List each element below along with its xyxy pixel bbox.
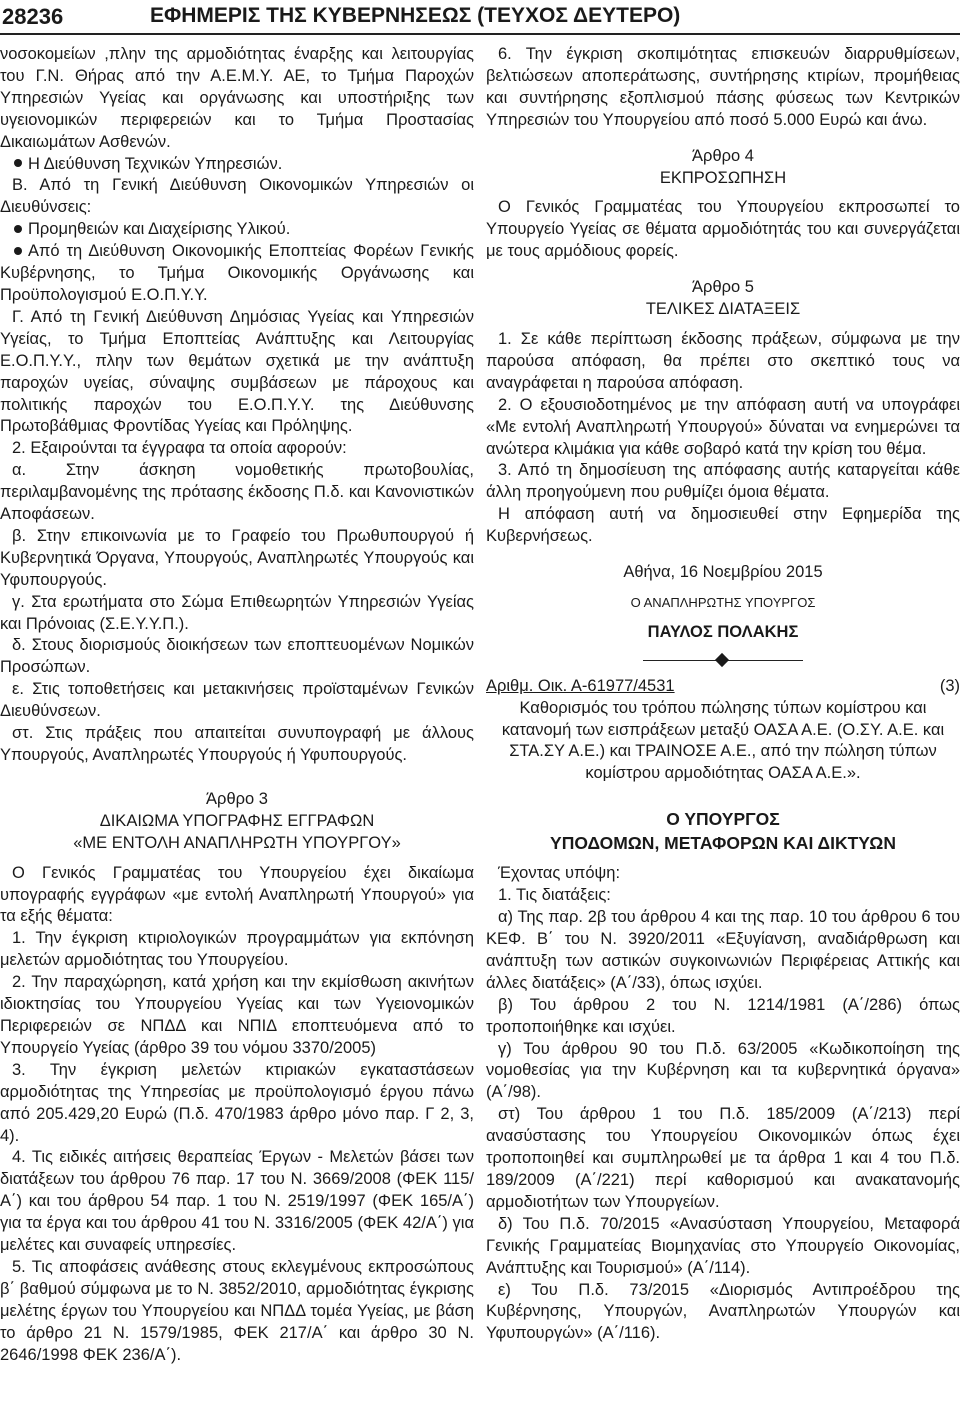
decision-reference: Αριθμ. Οικ. Α-61977/4531 bbox=[486, 676, 675, 695]
provision-c: γ) Του άρθρου 90 του Π.δ. 63/2005 «Κωδικοποίηση της νομοθεσίας για την Κυβέρνηση και τα κυβερνητικά όργανα» (Α΄/98). bbox=[486, 1039, 960, 1102]
article-5-heading: ΤΕΛΙΚΕΣ ΔΙΑΤΑΞΕΙΣ bbox=[645, 300, 801, 319]
article-3-item-2: 2. Την παραχώρηση, κατά χρήση και την εκμίσθωση ακινήτων ιδιοκτησίας του Υπουργείου Υγείας και των Υγειονομικών Περιφερειών σε ΝΠΔΔ και ΝΠΙΔ εποπτευόμενα από το Υπουργείο Υγείας (άρθρο 39 του νόμου 3370/2005) bbox=[0, 973, 474, 1057]
section-c: Γ. Από τη Γενική Διεύθυνση Δημόσιας Υγείας και Υπηρεσιών Υγείας, το Τμήμα Εποπτείας Ανάπτυξης και Λειτουργίας Ε.Ο.Π.Υ.Υ., πλην των θεμάτων σχετικά με την ανάπτυξη παροχών υγείας, σύναψης συμβάσεων με πάροχους και πολιτικής παροχών του Ε.Ο.Π.Υ.Υ. της Διεύθυνσης Πρωτοβάθμιας Φροντίδας Υγείας και Πρόληψης. bbox=[0, 307, 474, 436]
item-c: γ. Στα ερωτήματα στο Σώμα Επιθεωρητών Υπηρεσιών Υγείας και Πρόνοιας (Σ.Ε.Υ.Υ.Π.). bbox=[0, 592, 474, 633]
having-regard: Έχοντας υπόψη: bbox=[498, 864, 621, 883]
article-5-item-2: 2. Ο εξουσιοδοτημένος με την απόφαση αυτή να υπογράφει «Με εντολή Αναπληρωτή Υπουργού» δύναται να ενημερώνει τα ανώτερα κλιμάκια για κάθε σοβαρό κατά την κρίση του θέμα. bbox=[486, 395, 960, 458]
diamond-ornament-icon bbox=[715, 653, 729, 667]
article-5-title: Άρθρο 5 bbox=[692, 278, 754, 297]
article-3-paragraph: Ο Γενικός Γραμματέας του Υπουργείου έχει δικαίωμα υπογραφής εγγράφων «με εντολή Αναπληρωτή Υπουργού» για τα εξής θέματα: bbox=[0, 863, 474, 926]
signatory-role: Ο ΑΝΑΠΛΗΡΩΤΗΣ ΥΠΟΥΡΓΟΣ bbox=[630, 594, 816, 610]
provision-st: στ) Του άρθρου 1 του Π.δ. 185/2009 (Α΄/213) περί ανασύστασης του Υπουργείου Οικονομικών όπως έχει τροποποιηθεί και συμπληρωθεί με τα άρθρα 1 και 4 του Π.δ. 189/2009 (Α΄/221) περί καθορισμού και ανακατανομής αρμοδιοτήτων των Υπουργείων. bbox=[486, 1105, 960, 1211]
section-separator bbox=[486, 652, 960, 670]
decision-number: (3) bbox=[939, 676, 960, 695]
article-4-heading: ΕΚΠΡΟΣΩΠΗΣΗ bbox=[659, 168, 787, 187]
publication-order: Η απόφαση αυτή να δημοσιευθεί στην Εφημερίδα της Κυβερνήσεως. bbox=[486, 505, 960, 546]
item-d: δ. Στους διορισμούς διοικήσεων των εποπτευομένων Νομικών Προσώπων. bbox=[0, 636, 474, 677]
provisions-heading: 1. Τις διατάξεις: bbox=[498, 886, 611, 905]
provision-d: δ) Του Π.δ. 70/2015 «Ανασύσταση Υπουργείου, Μεταφορά Γενικής Γραμματείας Βιομηχανίας στο Υπουργείο Οικονομίας, Ανάπτυξης και Τουρισμού» (Α΄/114). bbox=[486, 1214, 960, 1277]
article-3-subheading: «ΜΕ ΕΝΤΟΛΗ ΑΝΑΠΛΗΡΩΤΗ ΥΠΟΥΡΓΟΥ» bbox=[73, 833, 401, 852]
signing-date: Αθήνα, 16 Νοεμβρίου 2015 bbox=[623, 563, 823, 582]
article-3-item-1: 1. Την έγκριση κτιριολογικών προγραμμάτων για εκπόνηση μελετών αρμοδιότητας του Υπουργείου. bbox=[0, 929, 474, 970]
article-3-heading: ΔΙΚΑΙΩΜΑ ΥΠΟΓΡΑΦΗΣ ΕΓΓΡΑΦΩΝ bbox=[99, 811, 375, 830]
left-column bbox=[0, 44, 474, 1366]
provision-b: β) Του άρθρου 2 του Ν. 1214/1981 (Α΄/286) όπως τροποποιήθηκε και ισχύει. bbox=[486, 995, 960, 1036]
provision-a: α) Της παρ. 2β του άρθρου 4 και της παρ. 10 του άρθρου 6 του ΚΕΦ. Β΄ του Ν. 3920/2011 «Εξυγίανση, αναδιάρθρωση και ανάπτυξη των αστικών συγκοινωνιών Περιφέρειας Αττικής και άλλες διατάξεις» (Α΄/33), όπως ισχύει. bbox=[486, 908, 960, 992]
article-3-item-4: 4. Τις ειδικές αιτήσεις θεραπείας Έργων - Μελετών βάσει των διατάξεων του άρθρου 76 παρ. 17 του Ν. 3669/2008 (ΦΕΚ 115/Α΄) και του άρθρου 54 παρ. 1 του Ν. 2519/1997 (ΦΕΚ 165/Α΄) για τα έργα και του άρθρου 41 του Ν. 3316/2005 (ΦΕΚ 42/Α΄) για μελέτες και συναφείς υπηρεσίες. bbox=[0, 1148, 474, 1255]
article-3-item-5: 5. Τις αποφάσεις ανάθεσης στους εκλεγμένους εκπροσώπους β΄ βαθμού σύμφωνα με το Ν. 3852/2010, αρμοδιότητας έγκρισης μελέτης έργων του Υπουργείου και ΝΠΔΔ τομέα Υγείας, με βάση το άρθρο 21 Ν. 1579/1985, ΦΕΚ 217/Α΄ και άρθρο 30 Ν. 2646/1998 ΦΕΚ 236/Α΄). bbox=[0, 1257, 474, 1364]
article-4-paragraph: Ο Γενικός Γραμματέας του Υπουργείου εκπροσωπεί το Υπουργείο Υγείας σε θέματα αρμοδιότητάς του και συνεργάζεται με τους αρμόδιους φορείς. bbox=[486, 198, 960, 261]
intro-paragraph: νοσοκομείων ,πλην της αρμοδιότητας έναρξης και λειτουργίας του Γ.Ν. Θήρας από την Α.Ε.Μ.Υ. ΑΕ, το Τμήμα Παροχών Υπηρεσιών Υγείας και οργάνωσης και υποστήριξης των υγειονομικών περιφερειών και το Τμήμα Προστασίας Δικαιωμάτων Ασθενών. bbox=[0, 45, 474, 151]
minister-title: Ο ΥΠΟΥΡΓΟΣ bbox=[666, 809, 780, 830]
bullet-financial-supervision: Από τη Διεύθυνση Οικονομικής Εποπτείας Φορέων Γενικής Κυβέρνησης, το Τμήμα Οικονομικής Οργάνωσης και Προϋπολογισμού Ε.Ο.Π.Υ.Υ. bbox=[0, 241, 474, 307]
decision-reference-row bbox=[486, 676, 960, 698]
article-4-title: Άρθρο 4 bbox=[692, 146, 754, 165]
item-st: στ. Στις πράξεις που απαιτείται συνυπογραφή με άλλους Υπουργούς, Αναπληρωτές Υπουργούς ή Υφυπουργούς. bbox=[0, 724, 474, 764]
bullet-procurement: Προμηθειών και Διαχείρισης Υλικού. bbox=[0, 219, 474, 241]
provision-e: ε) Του Π.δ. 73/2015 «Διορισμός Αντιπροέδρου της Κυβέρνησης, Υπουργών, Αναπληρωτών Υπουργών και Υφυπουργών» (Α΄/116). bbox=[486, 1280, 960, 1343]
signatory-name: ΠΑΥΛΟΣ ΠΟΛΑΚΗΣ bbox=[647, 622, 799, 641]
bullet-technical-services: Η Διεύθυνση Τεχνικών Υπηρεσιών. bbox=[0, 154, 474, 176]
item-e: ε. Στις τοποθετήσεις και μετακινήσεις προϊσταμένων Γενικών Διευθύνσεων. bbox=[0, 680, 474, 721]
right-column bbox=[486, 44, 960, 1345]
paragraph-2: 2. Εξαιρούνται τα έγγραφα τα οποία αφορούν: bbox=[12, 439, 347, 458]
gazette-title: ΕΦΗΜΕΡΙΣ ΤΗΣ ΚΥΒΕΡΝΗΣΕΩΣ (ΤΕΥΧΟΣ ΔΕΥΤΕΡΟ) bbox=[150, 4, 681, 27]
article-5-item-3: 3. Από τη δημοσίευση της απόφασης αυτής καταργείται κάθε άλλη προηγούμενη που ρυθμίζει όμοια θέματα. bbox=[486, 461, 960, 502]
page-header bbox=[0, 0, 960, 34]
article-3-title: Άρθρο 3 bbox=[206, 789, 268, 808]
article-3-item-6: 6. Την έγκριση σκοπιμότητας επισκευών διαρρυθμίσεων, βελτιώσεων αποπεράτωσης, συντήρησης κτιρίων, προμήθειας και συντήρησης εξοπλισμού πάσης φύσεως των Κεντρικών Υπηρεσιών του Υπουργείου από ποσό 5.000 Ευρώ και άνω. bbox=[486, 45, 960, 129]
section-b: Β. Από τη Γενική Διεύθυνση Οικονομικών Υπηρεσιών οι Διευθύνσεις: bbox=[0, 176, 474, 217]
article-3-item-3: 3. Την έγκριση μελετών κτιριακών εγκαταστάσεων αρμοδιότητας της Υπηρεσίας με προϋπολογισμό έργου πάνω από 205.429,20 Ευρώ (Π.δ. 470/1983 άρθρο μόνο παρ. Γ 2, 3, 4). bbox=[0, 1060, 474, 1145]
article-5-item-1: 1. Σε κάθε περίπτωση έκδοσης πράξεων, σύμφωνα με την παρούσα απόφαση, θα πρέπει στο σκεπτικό τους να αναγράφεται η παρούσα απόφαση. bbox=[486, 329, 960, 392]
decision-title: Καθορισμός του τρόπου πώλησης τύπων κομίστρου και κατανομή των εισπράξεων μεταξύ ΟΑΣΑ Α.Ε. (Ο.ΣΥ. Α.Ε. και ΣΤΑ.ΣΥ Α.Ε.) και ΤΡΑΙΝΟΣΕ Α.Ε., από την πώληση τύπων κομίστρου αρμοδιότητας ΟΑΣΑ Α.Ε.». bbox=[501, 698, 945, 783]
item-b: β. Στην επικοινωνία με το Γραφείο του Πρωθυπουργού ή Κυβερνητικά Όργανα, Υπουργούς, Αναπληρωτές Υπουργούς και Υφυπουργούς. bbox=[0, 526, 474, 589]
header-rule bbox=[0, 33, 960, 35]
item-a: α. Στην άσκηση νομοθετικής πρωτοβουλίας, περιλαμβανομένης της πρότασης έκδοσης Π.δ. και Κανονιστικών Αποφάσεων. bbox=[0, 461, 474, 524]
ministry-name: ΥΠΟΔΟΜΩΝ, ΜΕΤΑΦΟΡΩΝ ΚΑΙ ΔΙΚΤΥΩΝ bbox=[550, 833, 896, 854]
page-number: 28236 bbox=[2, 4, 64, 29]
